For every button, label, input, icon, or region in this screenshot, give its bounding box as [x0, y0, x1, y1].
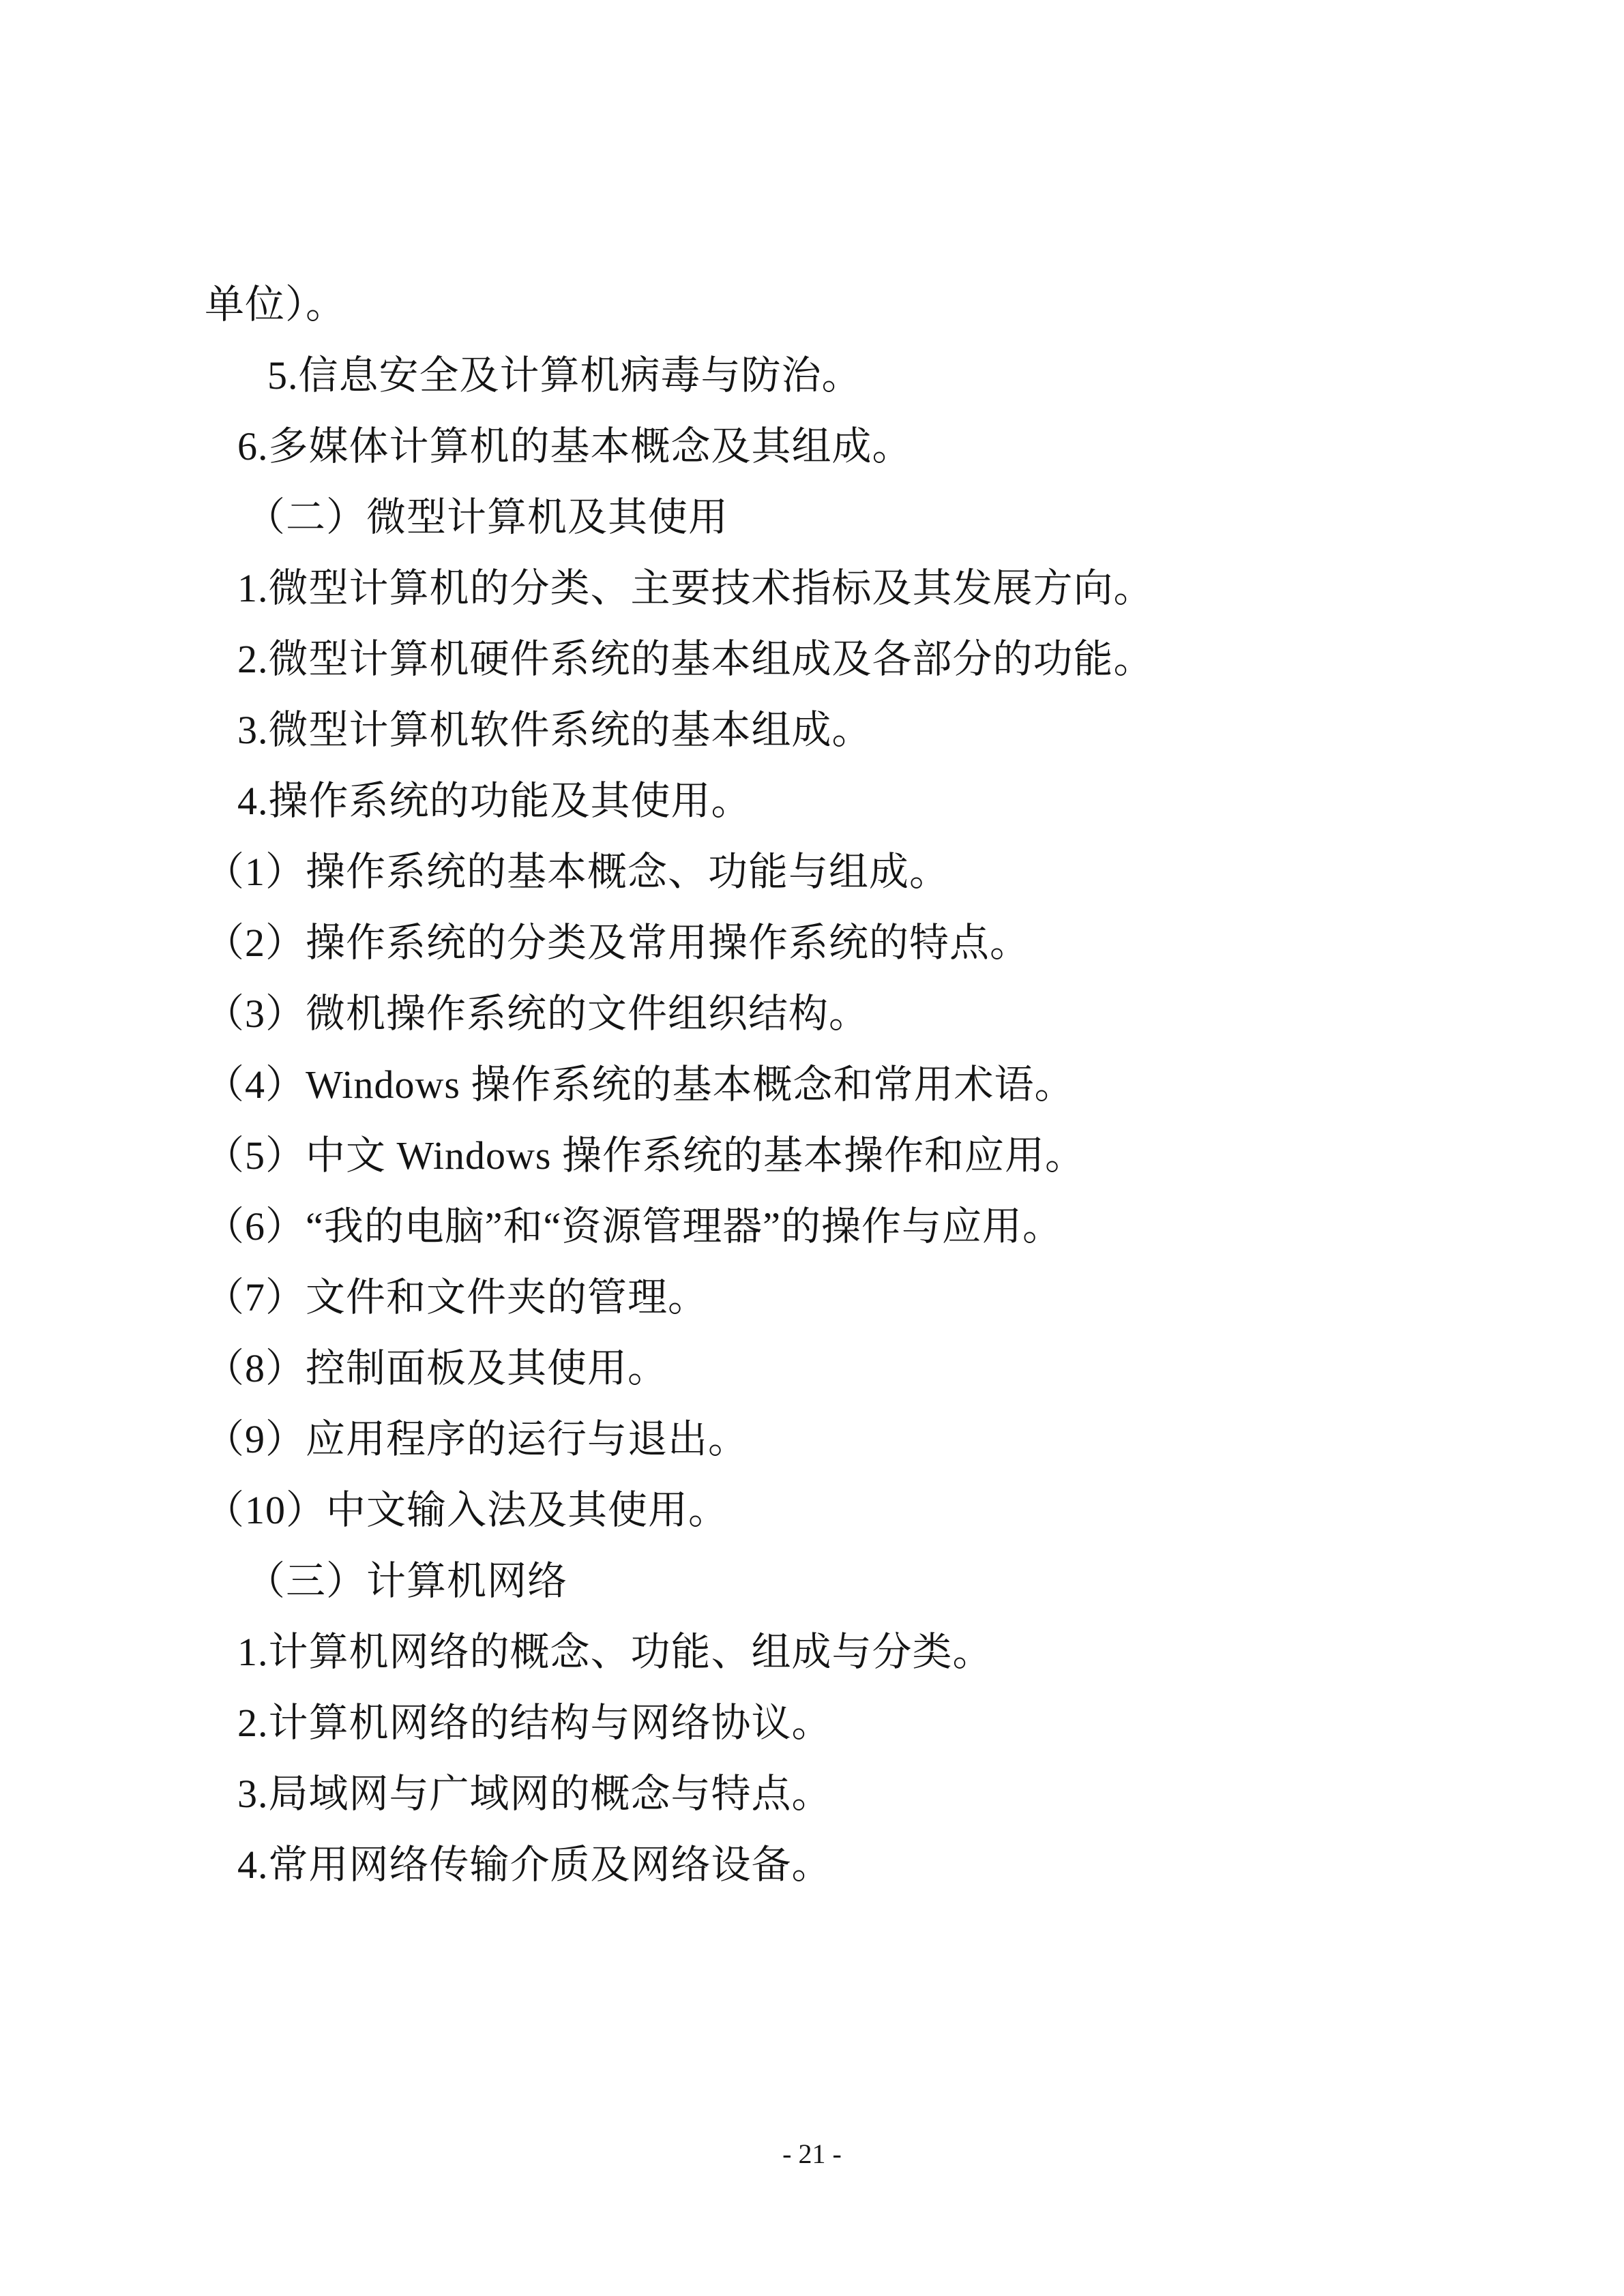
document-line: 单位）。 [205, 282, 346, 327]
document-line: （4）Windows 操作系统的基本概念和常用术语。 [205, 1062, 1075, 1107]
document-line: 4.操作系统的功能及其使用。 [237, 779, 752, 823]
document-line: （7）文件和文件夹的管理。 [205, 1275, 709, 1320]
document-line: 1.微型计算机的分类、主要技术指标及其发展方向。 [237, 566, 1154, 610]
document-line: 1.计算机网络的概念、功能、组成与分类。 [237, 1630, 993, 1674]
document-line: （8）控制面板及其使用。 [205, 1346, 668, 1390]
document-line: （6）“我的电脑”和“资源管理器”的操作与应用。 [205, 1204, 1063, 1249]
document-line: （二）微型计算机及其使用 [246, 495, 729, 539]
document-line: 6.多媒体计算机的基本概念及其组成。 [237, 424, 913, 468]
document-line: 2.微型计算机硬件系统的基本组成及各部分的功能。 [237, 637, 1154, 681]
page-number: - 21 - [782, 2138, 842, 2169]
document-line: 5.信息安全及计算机病毒与防治。 [267, 353, 862, 398]
document-line: 3.微型计算机软件系统的基本组成。 [237, 708, 872, 752]
document-line: （10）中文输入法及其使用。 [205, 1488, 729, 1532]
document-line: （1）操作系统的基本概念、功能与组成。 [205, 850, 950, 894]
document-body [205, 269, 1426, 1900]
document-line: （3）微机操作系统的文件组织结构。 [205, 992, 870, 1036]
document-line: 4.常用网络传输介质及网络设备。 [237, 1843, 832, 1887]
document-line: 2.计算机网络的结构与网络协议。 [237, 1701, 832, 1745]
document-line: （9）应用程序的运行与退出。 [205, 1417, 749, 1461]
document-line: （5）中文 Windows 操作系统的基本操作和应用。 [205, 1133, 1085, 1178]
document-line: （三）计算机网络 [246, 1559, 568, 1603]
document-line: 3.局域网与广域网的概念与特点。 [237, 1772, 832, 1816]
document-line: （2）操作系统的分类及常用操作系统的特点。 [205, 921, 1031, 965]
